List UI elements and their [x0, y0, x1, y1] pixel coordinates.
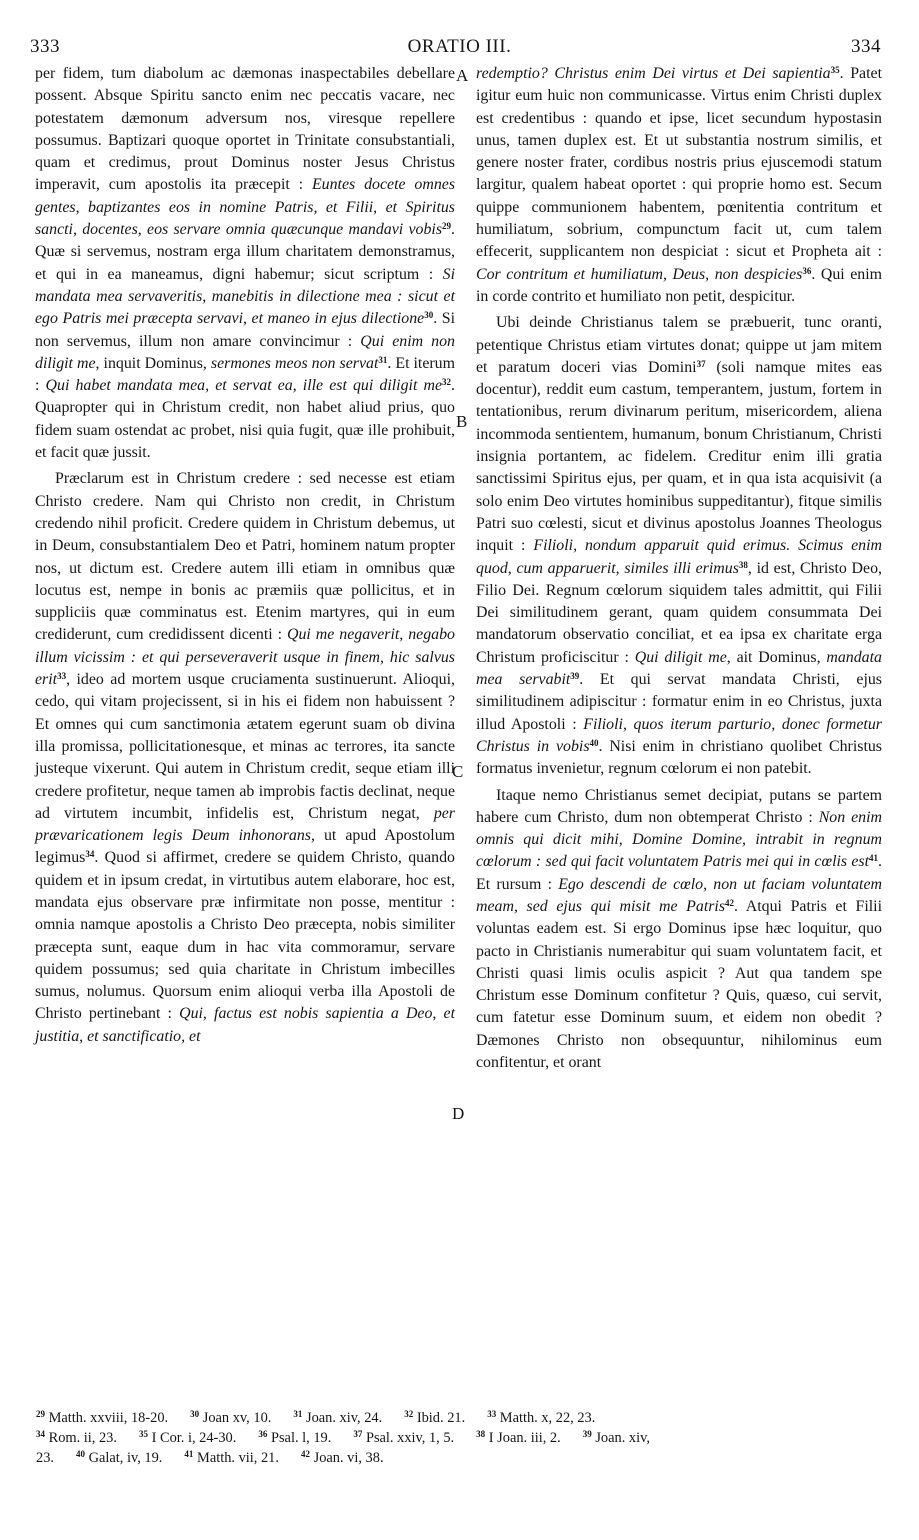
left-column — [35, 63, 455, 1048]
footnote-number: 33 — [487, 1409, 497, 1419]
footnote-line — [36, 1448, 886, 1468]
italic-quotation: Qui, factus est nobis sapientia a Deo, et justitia, et sanctificatio, et — [35, 1005, 455, 1045]
footnote-citation: Joan xv, 10. — [202, 1410, 272, 1426]
text-run: . Patet igitur eum huic non communicasse. Virtus enim Christi duplex est credentibus : quando et ipse, licet secundum hypostasin unus, tamen duplex est. Et ut substantia nostrum similis, et genere noster frater, cordibus nostris prius ejuscemodi statum largitur, qualem habeat oportet : qui proprie homo est. Secum quippe communionem habentem, pœnitentia contritum et humiliatum, sobrium, compunctum facit ut, cum talem effecerit, supplicantem non despiciat : sicut et Propheta ait : — [476, 65, 882, 261]
italic-quotation: mandata mea servabit — [476, 648, 882, 689]
footnote-citation: Joan. xiv, — [595, 1430, 650, 1446]
footnote-line — [36, 1428, 886, 1448]
italic-quotation: redemptio? Christus enim Dei virtus et Dei sapientia — [476, 65, 831, 82]
margin-letter-a: A — [456, 66, 469, 85]
paragraph — [476, 63, 882, 308]
text-run: , ideo ad mortem usque cruciamenta sustinuerunt. Alioqui, cedo, qui vitam projecissent, si in his ei fidem non habuissent ? Et omnes qui cum sanctimonia ætatem egerunt suam ob divina illa promissa, pollicitationesque, et minas ac terrores, ita sancte justeque vixerunt. Qui autem in Christum credit, seque etiam illi credere profitetur, neque tamen ab improbis factis declinat, neque ad virtutem incumbit, infidelis est, Christum negat, — [35, 671, 455, 822]
footnote-citation: Galat, iv, 19. — [88, 1450, 163, 1466]
text-run: . Nisi enim in christiano quolibet Christus formatus invenietur, regnum cœlorum ei non patebit. — [476, 737, 882, 778]
paragraph — [476, 312, 882, 780]
italic-quotation: per prævaricationem legis Deum inhonorans — [35, 804, 455, 845]
footnote-number: 36 — [258, 1429, 268, 1439]
text-run: , ut apud Apostolum legimus — [35, 827, 455, 867]
footnote — [404, 1410, 465, 1426]
footnote — [487, 1410, 595, 1426]
footnote-citation: Psal. xxiv, 1, 5. — [365, 1430, 455, 1446]
text-run: (soli namque mites eas docentur), reddit eum castum, temperantem, justum, fortem in tentationibus, rerum divinarum peritum, misericordem, aliena incommoda sentientem, humanum, bonum Christianum, Christi insignia portantem, ac fidelem. Creditur enim illi gratia sanctissimi Spiritus ejus, per quam, et in qua ista acquisivit (a solo enim Deo virtutes hominibus suppeditantur), fitque similis Patri suo cœlesti, sicut et divinus apostolus Joannes Theologus inquit : — [476, 358, 882, 555]
italic-quotation: Qui enim non diligit me — [35, 332, 455, 372]
footnote — [36, 1430, 117, 1446]
footnote-reference: 40 — [589, 737, 599, 748]
footnote-reference: 32 — [442, 377, 452, 388]
text-run: . Qui enim in corde contrito et humiliato non petit, despicitur. — [476, 265, 882, 305]
footnote — [190, 1410, 271, 1426]
footnote — [36, 1410, 168, 1426]
footnote-reference: 37 — [696, 358, 706, 369]
italic-quotation: Qui me negaverit, negabo illum vicissim : et qui perseveraverit usque in finem, hic salvus erit — [35, 626, 456, 689]
footnote-citation: Matth. x, 22, 23. — [499, 1410, 596, 1426]
footnote-citation: I Cor. i, 24-30. — [151, 1430, 237, 1446]
footnote-reference: 30 — [424, 310, 434, 321]
footnote — [139, 1430, 236, 1446]
footnote — [36, 1450, 54, 1466]
footnote-reference: 34 — [85, 849, 95, 860]
italic-quotation: Si mandata mea servaveritis, manebitis in dilectione mea : sicut et ego Patris mei præcepta servavi, et maneo in ejus dilectione — [35, 265, 455, 328]
footnote-number: 37 — [353, 1429, 363, 1439]
italic-quotation: Filioli, quos iterum parturio, donec formetur Christus in vobis — [476, 715, 882, 755]
paragraph — [476, 785, 882, 1075]
footnote — [184, 1450, 279, 1466]
footnote-number: 30 — [190, 1409, 200, 1419]
text-run: per fidem, tum diabolum ac dæmonas inaspectabiles debellare possent. Absque Spiritu sancto enim nec peccatis vacare, nec potestatem dæmonum adversum nos, viresque repellere possumus. Baptizari quoque oportet in Trinitate consubstantiali, quam et credimus, prout Dominus noster Jesus Christus imperavit, cum apostolis ita præcepit : — [35, 65, 455, 194]
italic-quotation: Qui habet mandata mea, et servat ea, ille est qui diligit me — [45, 377, 443, 395]
italic-quotation: Ego descendi de cœlo, non ut faciam voluntatem meam, sed ejus qui misit me Patris — [476, 875, 882, 915]
footnote — [76, 1450, 162, 1466]
footnote-number: 32 — [404, 1409, 414, 1419]
footnote-reference: 39 — [570, 671, 580, 682]
footnote-citation: Psal. l, 19. — [270, 1430, 332, 1446]
footnote-citation: Joan. xiv, 24. — [305, 1410, 383, 1426]
footnote-number: 39 — [582, 1429, 592, 1439]
page-number-left: 333 — [30, 36, 60, 57]
footnote-reference: 33 — [57, 671, 67, 682]
running-head — [0, 36, 919, 60]
footnote-number: 38 — [476, 1429, 486, 1439]
italic-quotation: Filioli, nondum apparuit quid erimus. Scimus enim quod, cum apparuerit, similes illi erimus — [476, 537, 882, 577]
footnotes — [36, 1408, 886, 1468]
footnote-number: 34 — [36, 1429, 45, 1439]
italic-quotation: Cor contritum et humiliatum, Deus, non despicies — [476, 265, 803, 283]
italic-quotation: Non enim omnis qui dicit mihi, Domine Domine, intrabit in regnum cœlorum : sed qui facit voluntatem Patris mei qui in cœlis est — [476, 808, 882, 871]
text-run: . Et iterum : — [35, 354, 455, 395]
footnote-reference: 41 — [869, 853, 879, 864]
text-run: . Si non servemus, illum non amare convincimur : — [35, 310, 456, 350]
footnote — [583, 1430, 650, 1446]
text-run: , ait Dominus, — [726, 648, 827, 666]
page-number-right: 334 — [851, 36, 881, 57]
text-run: Ubi deinde Christianus talem se præbuerit, tunc oranti, petentique Christus etiam virtutes donat; quippe ut jam mitem et paratum doceri vias Domini — [476, 314, 882, 376]
footnote-number: 41 — [184, 1449, 194, 1459]
text-run: Itaque nemo Christianus semet decipiat, putans se partem habere cum Christo, dum non obtemperat Christo : — [476, 786, 882, 826]
text-run: , inquit Dominus, — [95, 354, 211, 372]
italic-quotation: Euntes docete omnes gentes, baptizantes eos in nomine Patris, et Filii, et Spiritus sancti, docentes, eos servare omnia quæcunque mandavi vobis — [35, 176, 456, 239]
footnote-citation: Matth. xxviii, 18-20. — [48, 1410, 169, 1426]
text-run: . Quapropter qui in Christum credit, non habet aliud prius, quo fidem suam ostendat ac probet, nisi quia fugit, quæ ille prohibuit, et facit quæ jussit. — [35, 377, 455, 462]
paragraph — [35, 63, 455, 464]
footnote-number: 31 — [293, 1409, 303, 1419]
text-run: Præclarum est in Christum credere : sed necesse est etiam Christo credere. Nam qui Christo non credit, in Christum credendo nihil proficit. Credere quidem in Christum debemus, ut in Deum, consubstantialem Deo et Patri, hominem natum propter nos, ut dictum est. Credere autem illi etiam in omnibus quæ locutus est, nempe in bonis ac præmiis quæ pollicitus, et in suppliciis quæ comminatus est. Etenim martyres, qui in eum crediderunt, cum credidissent dicenti : — [35, 470, 455, 644]
text-run: . Quæ si servemus, nostram erga illum charitatem demonstramus, et qui in ea maneamus, digni habemur; sicut scriptum : — [35, 221, 455, 283]
footnote-reference: 29 — [442, 221, 452, 232]
footnote — [476, 1430, 561, 1446]
footnote-citation: I Joan. iii, 2. — [488, 1430, 561, 1446]
footnote-number: 40 — [76, 1449, 85, 1459]
margin-letter-d: D — [452, 1104, 465, 1123]
italic-quotation: sermones meos non servat — [210, 354, 379, 372]
margin-letter-c: C — [452, 762, 464, 781]
text-run: . Quod si affirmet, credere se quidem Christo, quando quidem et in ipsum credat, in virtutibus autem elaborare, hoc est, mandata ejus observare præ infirmitate non posse, mentitur : omnia namque apostolis a Christo Deo præcepta, nobis similiter præcepta sunt, eaque dum in hac vita commoramur, servare quidem possumus; sed quia charitate in Christum imbecilles sumus, nolumus. Quorsum enim alioqui verba illa Apostoli de Christo pertinebant : — [35, 849, 455, 1023]
footnote — [301, 1450, 384, 1466]
footnote-number: 29 — [36, 1409, 45, 1419]
text-run: . Atqui Patris et Filii voluntas eadem est. Si ergo Dominus ipse hæc loquitur, quo pacto in Christianis numerabitur qui suam voluntatem facit, et Christi quasi limis oculis aspicit ? Aut qua tandem spe Christum esse Dominum confitetur ? Quis, quæso, cui servit, cum fatetur esse Dominum suum, et eidem non obedit ? Dæmones Christo non obsequuntur, nihilominus eum confitentur, et orant — [476, 897, 882, 1072]
footnote-reference: 35 — [830, 65, 840, 75]
footnote-citation: 23. — [36, 1450, 54, 1466]
footnote-reference: 36 — [802, 265, 812, 276]
text-run: , id est, Christo Deo, Filio Dei. Regnum cœlorum siquidem tales admittit, qui Filii Dei similitudinem gerant, quam quidem consummata Dei mandatorum observatio conciliat, et ea ipsa ex charitate erga Christum proficiscitur : — [476, 559, 883, 666]
running-title: ORATIO III. — [407, 36, 512, 57]
footnote — [258, 1430, 331, 1446]
footnote-citation: Ibid. 21. — [416, 1410, 466, 1426]
footnote-citation: Joan. vi, 38. — [313, 1450, 384, 1466]
right-column — [476, 63, 882, 1074]
text-run: . Et qui servat mandata Christi, ejus similitudinem adipiscitur : formatur enim in eo Christus, juxta illud Apostoli : — [476, 671, 882, 733]
footnote-reference: 31 — [378, 354, 388, 365]
footnote-line — [36, 1408, 886, 1428]
footnote-number: 42 — [300, 1449, 310, 1459]
footnote — [353, 1430, 454, 1446]
footnote-number: 35 — [138, 1429, 148, 1439]
footnote-reference: 42 — [725, 897, 735, 908]
footnote-citation: Matth. vii, 21. — [197, 1450, 279, 1466]
footnote-reference: 38 — [738, 559, 748, 570]
italic-quotation: Qui diligit me — [634, 648, 727, 666]
footnote-citation: Rom. ii, 23. — [48, 1430, 117, 1446]
text-run: . Et rursum : — [476, 853, 882, 893]
paragraph — [35, 468, 455, 1048]
footnote — [293, 1410, 382, 1426]
margin-letter-b: B — [456, 412, 468, 431]
